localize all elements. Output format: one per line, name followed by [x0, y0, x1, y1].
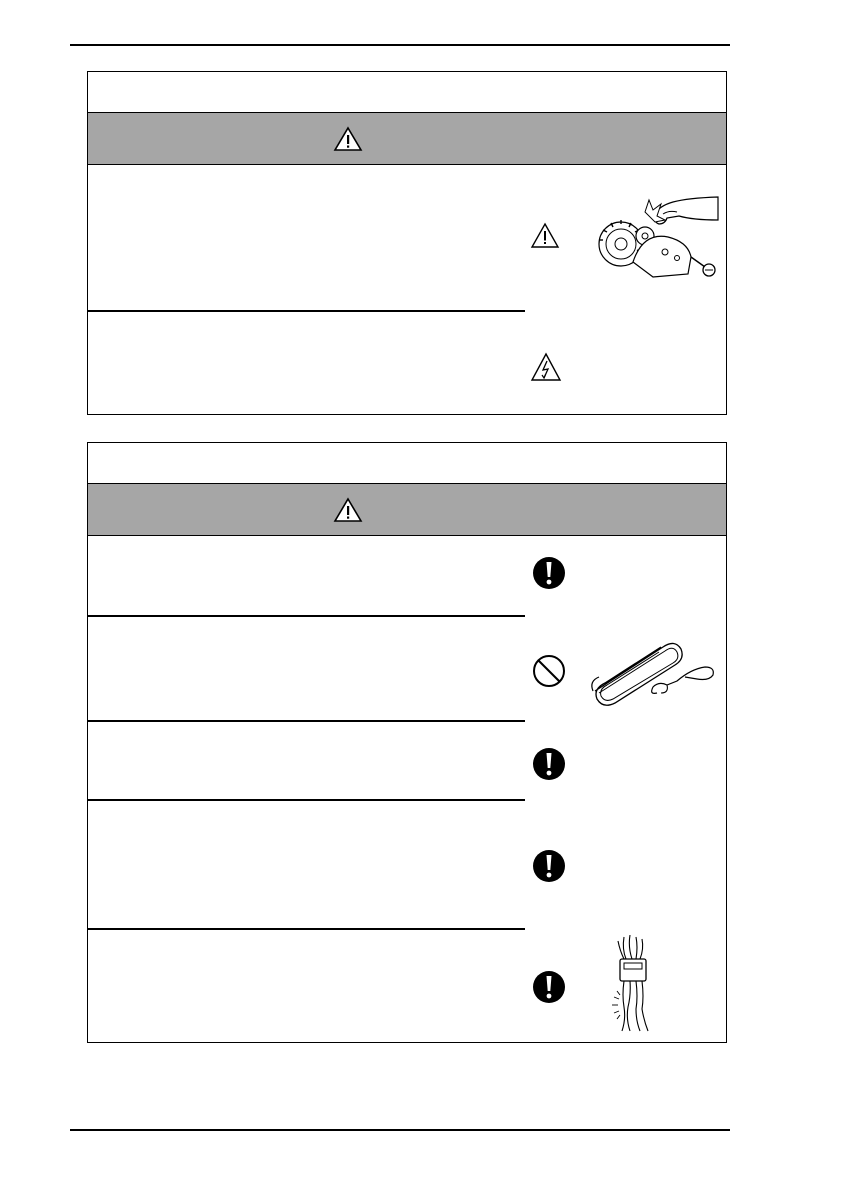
box-title — [88, 443, 726, 484]
paper-clip-illustration — [585, 631, 720, 706]
hand-gears-pinch-illustration — [593, 192, 723, 292]
mandatory-exclamation-icon — [532, 747, 566, 781]
box2-row-3 — [88, 722, 525, 799]
warning-box-1 — [87, 71, 727, 415]
damaged-cable-illustration — [600, 935, 670, 1033]
mandatory-exclamation-icon — [532, 970, 566, 1004]
box2-row-2 — [88, 617, 525, 719]
warning-band — [88, 484, 726, 536]
warning-box-2 — [87, 442, 727, 1043]
warning-triangle-icon — [333, 497, 363, 523]
box1-row-2 — [88, 312, 525, 412]
warning-triangle-icon — [333, 126, 363, 152]
electric-shock-triangle-icon — [530, 352, 562, 382]
mandatory-exclamation-icon — [532, 849, 566, 883]
prohibition-circle-icon — [532, 654, 566, 688]
mandatory-exclamation-icon — [532, 556, 566, 590]
warning-triangle-icon — [530, 222, 560, 249]
header-rule — [70, 44, 730, 46]
box2-row-4 — [88, 801, 525, 927]
box2-row-1 — [88, 536, 525, 614]
box1-row-1 — [88, 165, 525, 310]
box-title — [88, 72, 726, 113]
footer-rule — [70, 1129, 730, 1131]
box2-row-5 — [88, 930, 525, 1040]
warning-band — [88, 113, 726, 165]
